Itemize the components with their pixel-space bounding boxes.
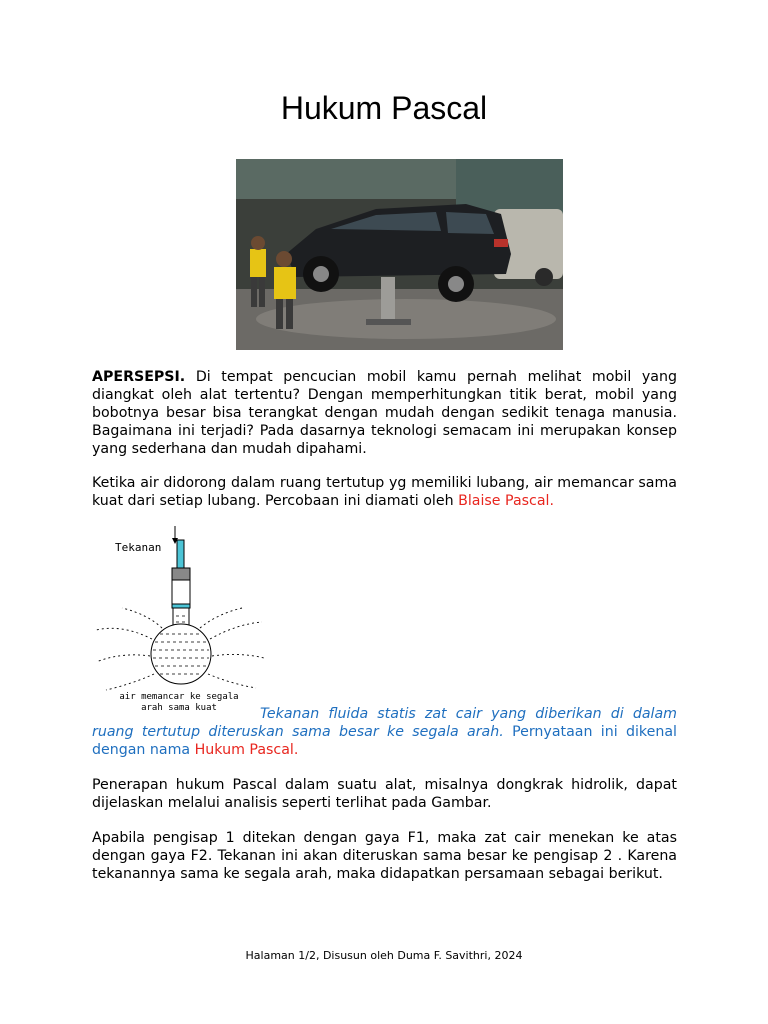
apersepsi-text: Di tempat pencucian mobil kamu pernah melihat mobil yang diangkat oleh alat tertentu? Dengan memperhitungkan titik berat, mobil yang bobotnya besar bisa terangkat dengan mudah dengan sedikit tenaga manusia. Bagaimana ini terjadi? Pada dasarnya teknologi semacam ini merupakan konsep yang sederhana dan mudah dipahami. — [92, 369, 677, 457]
pascal-law-name: Hukum Pascal. — [194, 742, 299, 758]
piston-paragraph: Apabila pengisap 1 ditekan dengan gaya F1, maka zat cair menekan ke atas dengan gaya F2. Tekanan ini akan diteruskan sama besar ke pengisap 2 . Karena tekanannya sama ke segala arah, maka didapatkan persamaan sebagai berikut. — [92, 830, 677, 882]
pascal-diagram — [92, 524, 267, 714]
blaise-text: Ketika air didorong dalam ruang tertutup yg memiliki lubang, air memancar sama kuat dari setiap lubang. Percobaan ini diamati oleh — [92, 475, 677, 509]
apersepsi-label: APERSEPSI. — [92, 369, 186, 385]
apersepsi-paragraph — [92, 368, 677, 458]
pascal-statement: Pernyataan ini dikenal dengan nama — [92, 724, 677, 758]
diagram-caption-1: air memancar ke segala — [119, 692, 239, 702]
car-lift-photo — [236, 159, 563, 350]
pascal-law-paragraph — [92, 705, 677, 759]
blaise-paragraph — [92, 474, 677, 510]
pressure-label: Tekanan — [115, 541, 162, 554]
blaise-name: Blaise Pascal. — [458, 493, 554, 509]
page-title: Hukum Pascal — [280, 90, 488, 126]
pascal-definition: Tekanan fluida statis zat cair yang diberikan di dalam ruang tertutup diteruskan sama besar ke segala arah. — [92, 706, 677, 740]
application-paragraph: Penerapan hukum Pascal dalam suatu alat, misalnya dongkrak hidrolik, dapat dijelaskan melalui analisis seperti terlihat pada Gambar. — [92, 777, 677, 811]
page-footer: Halaman 1/2, Disusun oleh Duma F. Savithri, 2024 — [245, 949, 523, 962]
diagram-caption-2: arah sama kuat — [141, 703, 217, 713]
